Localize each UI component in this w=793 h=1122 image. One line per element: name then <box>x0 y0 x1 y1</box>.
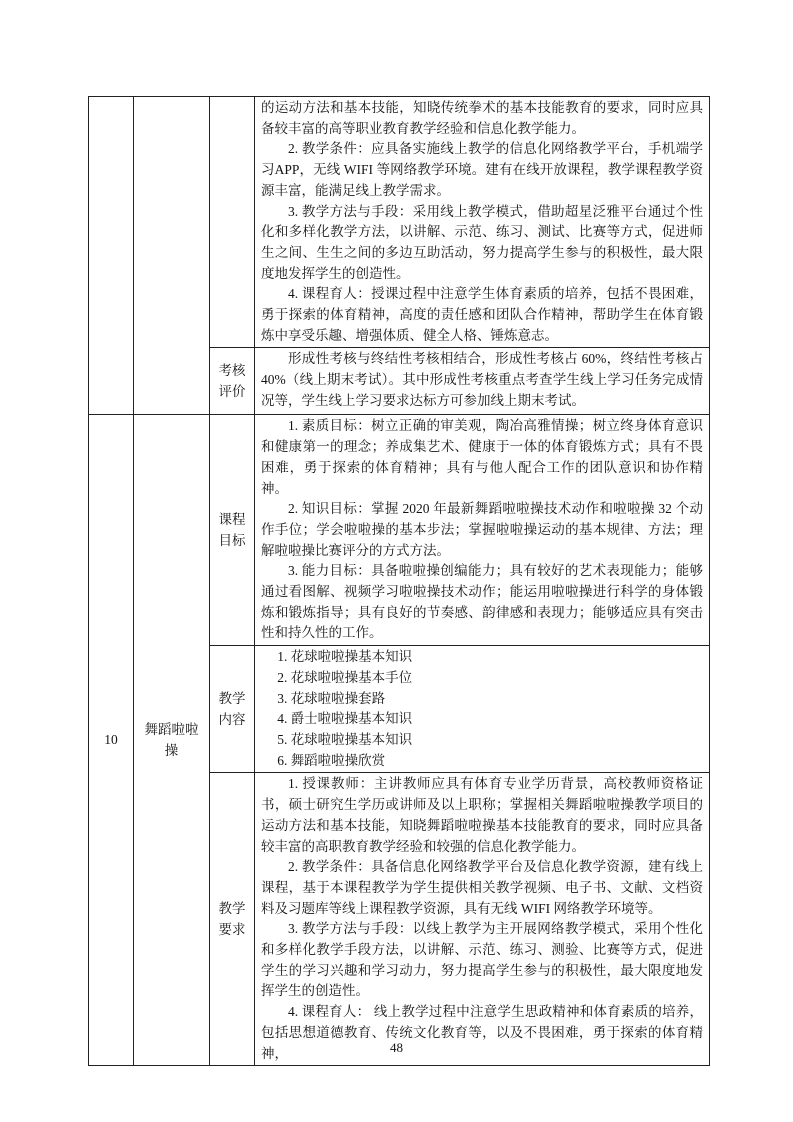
paragraph: 2. 知识目标：掌握 2020 年最新舞蹈啦啦操技术动作和啦啦操 32 个动作手位；学会啦啦操的基本步法；掌握啦啦操运动的基本规律、方法；理解啦啦操比赛评分的方式方法。 <box>261 501 703 558</box>
paragraph: 1. 素质目标：树立正确的审美观，陶冶高雅情操；树立终身体育意识和健康第一的理念；养成集艺术、健康于一体的体育锻炼方式；具有不畏困难，勇于探索的体育精神；具有与他人配合工作的团队意识和协作精神。 <box>261 418 703 496</box>
paragraph: 3. 教学方法与手段：采用线上教学模式，借助超星泛雅平台通过个性化和多样化教学方法，以讲解、示范、练习、测试、比赛等方式，促进师生之间、生生之间的多边互助活动，努力提高学生参与的积极性，最大限度地发挥学生的创造性。 <box>261 203 703 281</box>
list-item: 6. 舞蹈啦啦操欣赏 <box>277 752 386 768</box>
paragraph: 3. 能力目标：具备啦啦操创编能力；具有较好的艺术表现能力；能够通过看图解、视频学习啦啦操技术动作；能运用啦啦操进行科学的身体锻炼和锻炼指导；具有良好的节奏感、韵律感和表现力；能够适应具有突击性和持久性的工作。 <box>261 563 703 641</box>
list-item: 4. 爵士啦啦操基本知识 <box>277 711 413 727</box>
paragraph: 4. 课程育人： 线上教学过程中注意学生思政精神和体育素质的培养，包括思想道德教育、传统文化教育等，以及不畏困难，勇于探索的体育精神， <box>261 1004 703 1061</box>
prev-course-name-cell <box>134 97 210 415</box>
course10-name-cell: 舞蹈啦啦操 <box>134 415 210 1066</box>
course10-number-cell: 10 <box>89 415 134 1066</box>
paragraph: 1. 授课教师：主讲教师应具有体育专业学历背景，高校教师资格证书，硕士研究生学历或讲师及以上职称；掌握相关舞蹈啦啦操教学项目的运动方法和基本技能，知晓舞蹈啦啦操基本技能教育的要求，同时应具备较丰富的高职教育教学经验和较强的信息化教学能力。 <box>261 776 703 854</box>
paragraph: 3. 教学方法与手段：以线上教学为主开展网络教学模式，采用个性化和多样化教学手段方法，以讲解、示范、练习、测验、比赛等方式，促进学生的学习兴趣和学习动力，努力提高学生参与的积极性，最大限度地发挥学生的创造性。 <box>261 921 703 999</box>
course-table <box>88 96 710 1066</box>
objectives-content-cell <box>255 415 710 646</box>
paragraph: 的运动方法和基本技能，知晓传统拳术的基本技能教育的要求，同时应具备较丰富的高等职业教育教学经验和信息化教学能力。 <box>261 100 703 136</box>
assessment-label-cell: 考核评价 <box>210 348 255 415</box>
list-item: 2. 花球啦啦操基本手位 <box>277 669 413 685</box>
prev-course-requirements-label-cell <box>210 97 255 348</box>
requirements-label-cell: 教学要求 <box>210 773 255 1066</box>
paragraph: 2. 教学条件：具备信息化网络教学平台及信息化教学资源，建有线上课程，基于本课程教学为学生提供相关教学视频、电子书、文献、文档资料及习题库等线上课程教学资源，具有无线 WIFI 网络教学环境等。 <box>261 859 703 916</box>
prev-course-number-cell <box>89 97 134 415</box>
table-row <box>89 415 710 646</box>
paragraph: 形成性考核与终结性考核相结合，形成性考核占 60%，终结性考核占 40%（线上期末考试）。其中形成性考核重点考查学生线上学习任务完成情况等，学生线上学习要求达标方可参加线上期末考试。 <box>261 351 703 408</box>
paragraph: 4. 课程育人：授课过程中注意学生体育素质的培养，包括不畏困难，勇于探索的体育精神，高度的责任感和团队合作精神，帮助学生在体育锻炼中享受乐趣、增强体质、健全人格、锤炼意志。 <box>261 286 703 343</box>
list-item: 3. 花球啦啦操套路 <box>277 690 386 706</box>
page-number: 48 <box>390 1040 403 1055</box>
requirements-content-cell <box>255 773 710 1066</box>
prev-course-requirements-cell <box>255 97 710 348</box>
list-item: 1. 花球啦啦操基本知识 <box>277 649 413 665</box>
paragraph: 2. 教学条件：应具备实施线上教学的信息化网络教学平台，手机端学习APP，无线 WIFI 等网络教学环境。建有在线开放课程，教学课程教学资源丰富，能满足线上教学需求。 <box>261 141 703 198</box>
table-row <box>89 97 710 348</box>
assessment-content-cell <box>255 348 710 415</box>
list-item: 5. 花球啦啦操基本知识 <box>277 731 413 747</box>
content-label-cell: 教学内容 <box>210 646 255 773</box>
objectives-label-cell: 课程目标 <box>210 415 255 646</box>
teaching-content-cell <box>255 646 710 773</box>
